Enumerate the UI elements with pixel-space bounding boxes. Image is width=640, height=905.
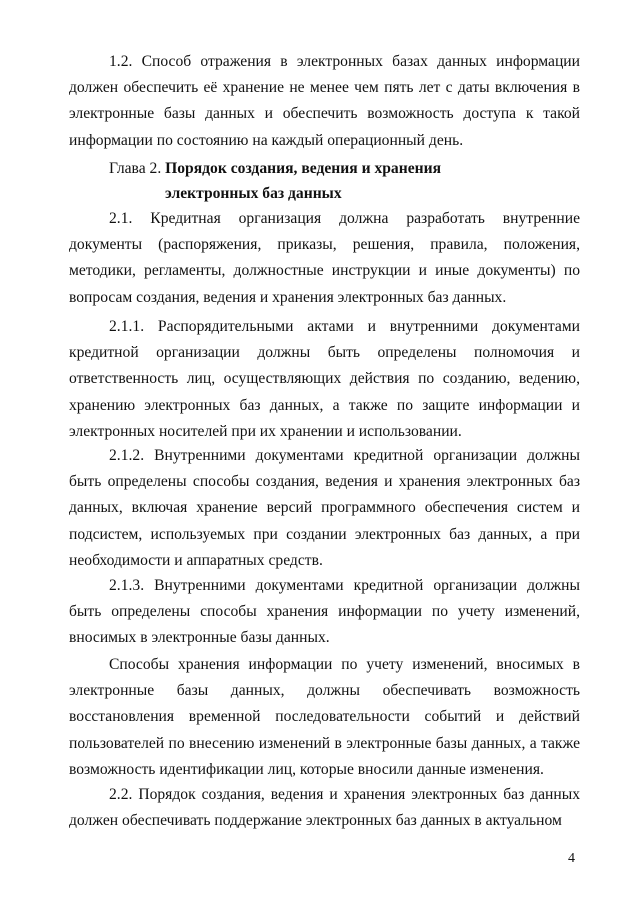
page-number: 4 [568, 851, 575, 866]
paragraph-2-2: 2.2. Порядок создания, ведения и хранения электронных баз данных должен обеспечивать поддержание электронных баз данных в актуальном [69, 786, 580, 830]
paragraph-1-2: 1.2. Способ отражения в электронных базах данных информации должен обеспечить её хранение не менее чем пять лет с даты включения в электронные базы данных и обеспечить возможность доступа к такой информации по состоянию на каждый операционный день. [69, 53, 580, 149]
chapter-prefix: Глава 2. [109, 160, 162, 177]
chapter-title-line2: электронных баз данных [165, 185, 342, 202]
chapter-heading-line1 [109, 158, 441, 180]
paragraph-2-1: 2.1. Кредитная организация должна разработать внутренние документы (распоряжения, приказы, решения, правила, положения, методики, регламенты, должностные инструкции и иные документы) по вопросам создания, ведения и хранения электронных баз данных. [69, 210, 580, 306]
chapter-title-line1: Порядок создания, ведения и хранения [165, 160, 442, 177]
paragraph-change-storage: Способы хранения информации по учету изменений, вносимых в электронные базы данных, должны обеспечивать возможность восстановления временной последовательности событий и действий пользователей по внесению изменений в электронные базы данных, а также возможность идентификации лиц, которые вносили данные изменения. [69, 656, 580, 778]
paragraph-2-1-1: 2.1.1. Распорядительными актами и внутренними документами кредитной организации должны быть определены полномочия и ответственность лиц, осуществляющих действия по созданию, ведению, хранению электронных баз данных, а также по защите информации и электронных носителей при их хранении и использовании. [69, 318, 580, 440]
paragraph-2-1-3: 2.1.3. Внутренними документами кредитной организации должны быть определены способы хранения информации по учету изменений, вносимых в электронные базы данных. [69, 577, 580, 647]
paragraph-2-1-2: 2.1.2. Внутренними документами кредитной организации должны быть определены способы создания, ведения и хранения электронных баз данных, включая хранение версий программного обеспечения систем и подсистем, используемых при создании электронных баз данных, а при необходимости и аппаратных средств. [69, 447, 580, 569]
